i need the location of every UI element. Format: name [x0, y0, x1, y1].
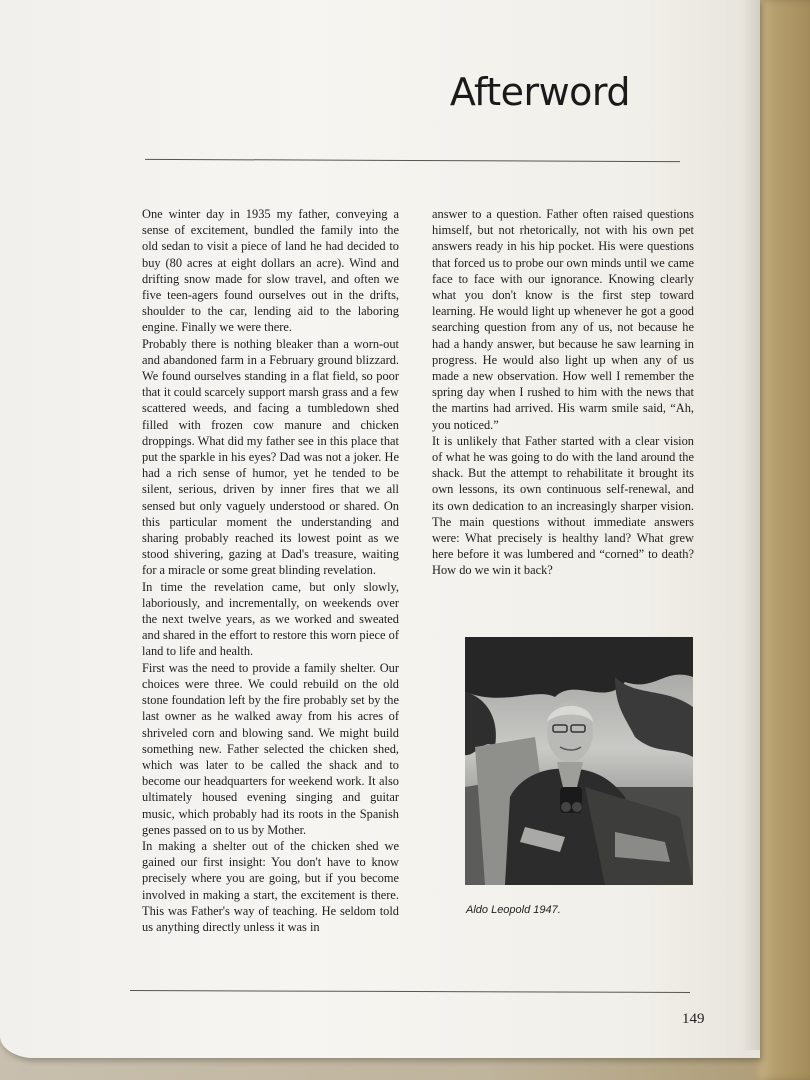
paragraph: It is unlikely that Father started with a clear vision of what he was going to do with the land around the shack. But the attempt to rehabilitate it brought its own lessons, its own continuous self-renewal, and its own dedication to an increasingly sharper vision. The main questions without immediate answers were: What precisely is healthy land? What grew here before it was lumbered and “corned” to death? How do we win it back?: [432, 433, 694, 578]
page-number: 149: [682, 1011, 705, 1027]
photo-caption: Aldo Leopold 1947.: [466, 904, 561, 916]
paragraph: In making a shelter out of the chicken shed we gained our first insight: You don't have to know precisely where you are going, but if you become involved in making a start, the excitement is there. This was Father's way of teaching. He seldom told us anything directly unless it was in: [142, 838, 399, 934]
paragraph: Probably there is nothing bleaker than a worn-out and abandoned farm in a February ground blizzard. We found ourselves standing in a flat field, so poor that it could scarcely support marsh grass and a few scattered weeds, and facing a tumbledown shed filled with frozen cow manure and chicken droppings. What did my father see in this place that put the sparkle in his eyes? Dad was not a joker. He had a rich sense of humor, yet he tended to be silent, serious, driven by inner fires that we all sensed but only vaguely understood or shared. On this particular moment the understanding and sharing probably reached its lowest point as we stood shivering, gazing at Dad's treasure, waiting for a miracle or some great blinding revelation.: [142, 336, 399, 578]
portrait-photo: [465, 637, 693, 885]
left-text-column: [142, 206, 399, 935]
book-spine: [752, 0, 810, 1080]
page-title: Afterword: [449, 70, 630, 114]
paragraph: In time the revelation came, but only slowly, laboriously, and incrementally, on weekends over the next twelve years, as we worked and sweated and shared in the effort to restore this worn piece of land to life and health.: [142, 579, 399, 659]
page-edge-shadow: [742, 0, 760, 1050]
top-divider: [145, 159, 680, 162]
paragraph: First was the need to provide a family shelter. Our choices were three. We could rebuild on the old stone foundation left by the fire probably set by the last owner as he walked away from his acres of shriveled corn and blowing sand. We might build something new. Father selected the chicken shed, which was later to be called the shack and to become our headquarters for weekend work. It also ultimately housed evening singing and guitar music, which probably had its roots in the Spanish genes passed on to us by Mother.: [142, 660, 399, 837]
portrait-photo-illustration: [465, 637, 693, 885]
bottom-divider: [130, 990, 690, 993]
paragraph: One winter day in 1935 my father, conveying a sense of excitement, bundled the family into the old sedan to visit a piece of land he had decided to buy (80 acres at eight dollars an acre). Wind and drifting snow made for slow travel, and often we five teen-agers found ourselves out in the drifts, shoulder to the car, lending aid to the laboring engine. Finally we were there.: [142, 207, 399, 335]
right-text-column: [432, 206, 694, 579]
paragraph: answer to a question. Father often raised questions himself, but not rhetorically, not with his own pet answers ready in his hip pocket. His were questions that forced us to probe our own minds until we came face to face with our ignorance. Knowing clearly what you don't know is the first step toward learning. He would light up whenever he got a good searching question from any of us, not because he had a handy answer, but because he saw learning in progress. He would also light up when any of us made a new observation. How well I remember the spring day when I rushed to him with the news that the martins had arrived. His warm smile said, “Ah, you noticed.”: [432, 207, 694, 432]
